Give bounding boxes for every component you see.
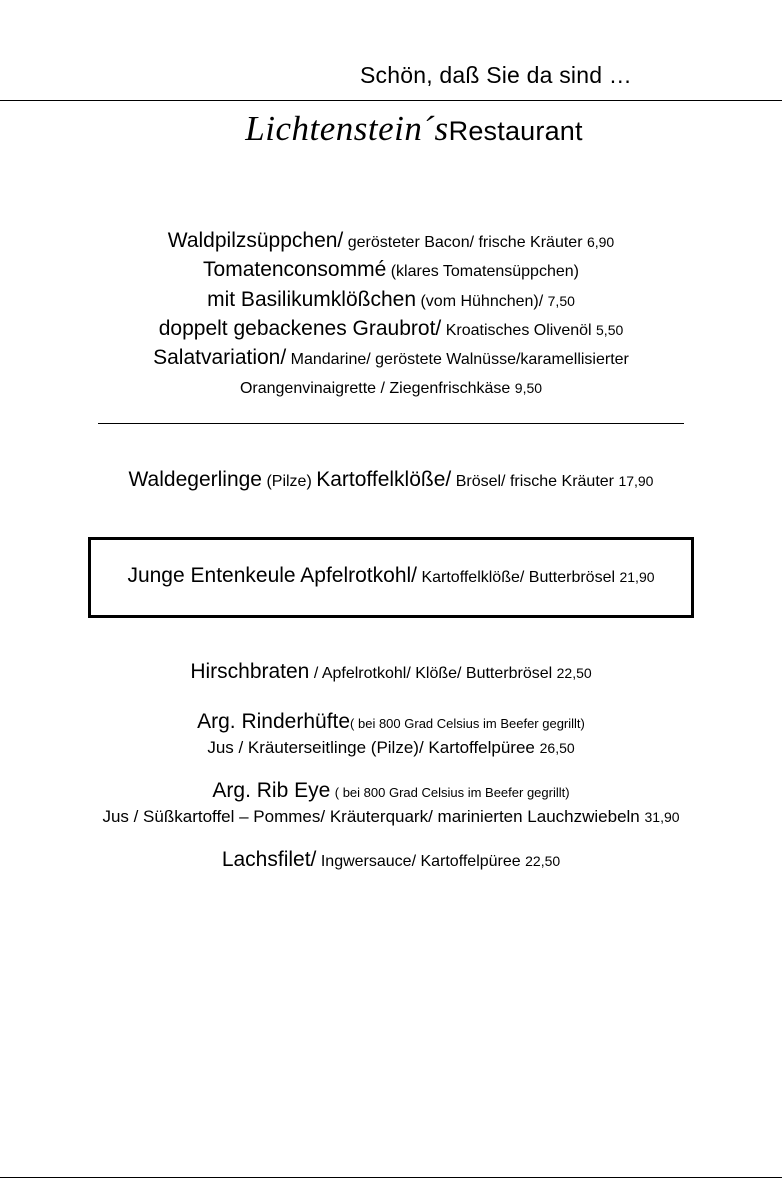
starter-price: 9,50 [514,380,543,397]
section-divider [98,423,684,424]
starter-item [44,256,738,283]
featured-dish-box [88,537,694,618]
featured-dish-name: Junge Entenkeule Apfelrotkohl/ [127,564,417,588]
starter-desc: (klares Tomatensüppchen) [390,263,579,281]
starters-section [44,227,738,401]
dish-item [44,466,738,493]
starter-price: 6,90 [586,234,615,250]
dish-desc: ( bei 800 Grad Celsius im Beefer gegrillt) [350,715,585,731]
bottom-divider [0,1177,782,1178]
dish-item [44,708,738,759]
welcome-text: Schön, daß Sie da sind … [359,62,632,88]
dish-name: Arg. Rinderhüfte [197,709,351,733]
restaurant-title [44,109,738,149]
starter-desc: gerösteter Bacon/ frische Kräuter [347,234,583,251]
dish-price: 31,90 [644,809,680,826]
mains-first-section [44,466,738,493]
starter-item [44,373,738,400]
featured-dish-item [101,562,681,589]
brand-suffix: Restaurant [448,116,583,146]
starter-price: 7,50 [547,292,575,309]
dish-name: Lachsfilet/ [221,848,317,872]
dish-name: Hirschbraten [190,660,310,684]
dish-desc: / Apfelrotkohl/ Klöße/ Butterbrösel [313,665,553,683]
featured-dish-desc: Kartoffelklöße/ Butterbrösel [421,569,616,587]
starter-desc: Orangenvinaigrette / Ziegenfrischkäse [239,380,511,398]
starter-item [44,286,738,313]
dish-item [44,846,738,873]
dish-name: Arg. Rib Eye [212,779,331,803]
dish-desc: ( bei 800 Grad Celsius im Beefer gegrillt) [334,785,570,801]
starter-name: mit Basilikumklößchen [207,287,417,311]
starter-item [44,344,738,371]
starter-name: Waldpilzsüppchen/ [167,229,344,252]
starter-item [44,227,738,254]
mains-section [44,658,738,873]
starter-name: doppelt gebackenes Graubrot/ [158,316,442,340]
dish-name: Waldegerlinge [128,467,262,491]
brand-name: Lichtenstein´s [245,109,449,148]
dish-note: (Pilze) [266,472,312,490]
starter-name: Salatvariation/ [153,346,287,370]
starter-desc: Kroatisches Olivenöl [445,321,592,339]
dish-item [44,658,738,685]
dish-desc: Brösel/ frische Kräuter [455,472,614,490]
dish-subdesc: Jus / Kräuterseitlinge (Pilze)/ Kartoffelpüree [207,737,535,757]
dish-price: 26,50 [539,739,575,756]
menu-page [0,62,782,1194]
dish-price: 22,50 [525,853,561,870]
starter-desc: Mandarine/ geröstete Walnüsse/karamellisierter [290,351,629,369]
dish-price: 22,50 [556,665,592,682]
dish-name-secondary: Kartoffelklöße/ [316,467,452,491]
dish-price: 17,90 [618,472,654,489]
top-divider [0,100,782,101]
featured-dish-price: 21,90 [619,569,655,586]
dish-desc: Ingwersauce/ Kartoffelpüree [320,853,521,871]
dish-subdesc: Jus / Süßkartoffel – Pommes/ Kräuterquark/ marinierten Lauchzwiebeln [102,807,640,827]
dish-item [44,777,738,828]
starter-name: Tomatenconsommé [203,258,387,282]
starter-price: 5,50 [596,321,624,338]
starter-desc: (vom Hühnchen)/ [420,292,544,310]
starter-item [44,315,738,342]
